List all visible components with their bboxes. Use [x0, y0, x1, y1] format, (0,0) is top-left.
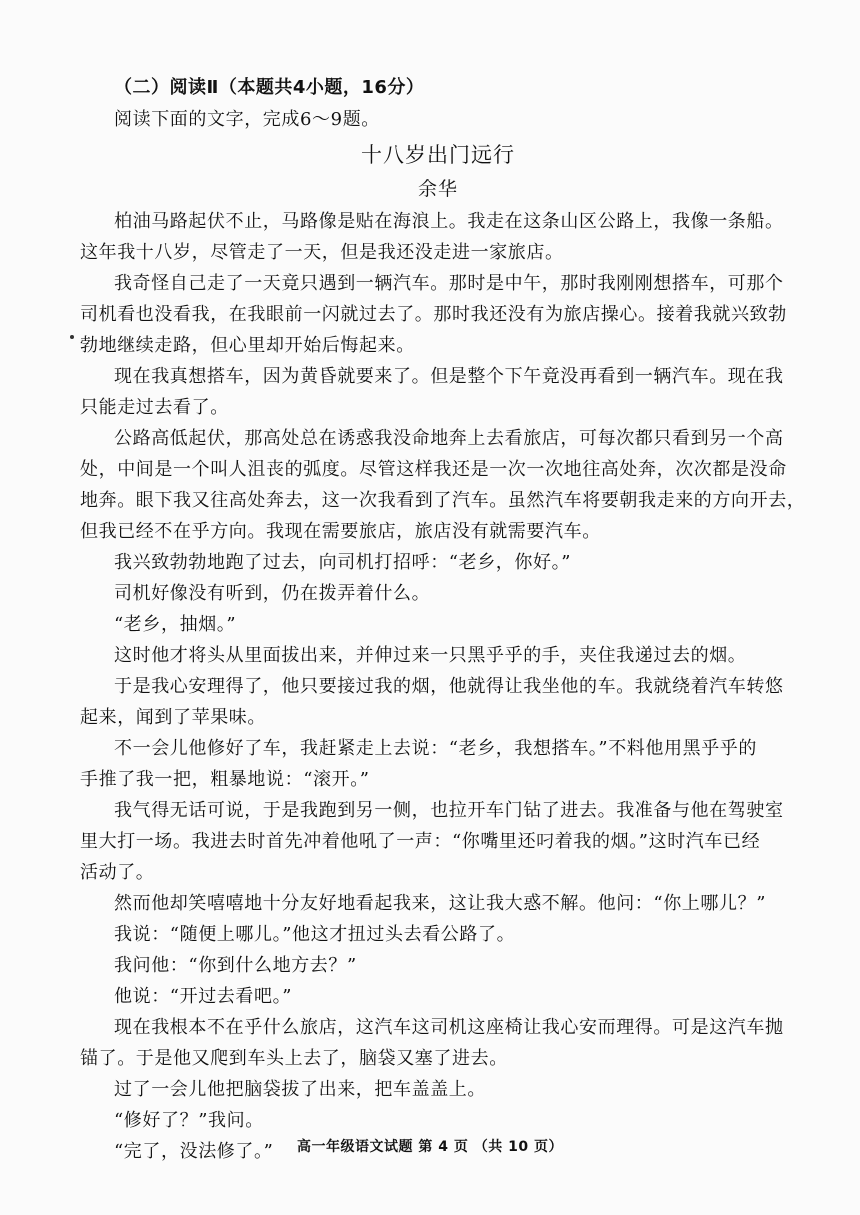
article-paragraph [80, 1012, 796, 1074]
paragraph-line: 他说：“开过去看吧。” [114, 986, 293, 1007]
paragraph-line: 勃地继续走路，但心里却开始后悔起来。 [80, 335, 415, 356]
reading-instruction: 阅读下面的文字，完成6～9题。 [114, 109, 380, 130]
article-paragraph [80, 361, 796, 423]
section-heading: （二）阅读Ⅱ（本题共4小题，16分） [114, 77, 425, 98]
paragraph-line: “修好了？”我问。 [114, 1110, 264, 1131]
page-footer: 高一年级语文试题 第 4 页 （共 10 页） [297, 1139, 563, 1155]
paragraph-line: 现在我根本不在乎什么旅店，这汽车这司机这座椅让我心安而理得。可是这汽车抛 [114, 1017, 784, 1038]
paragraph-line: 起来，闻到了苹果味。 [80, 707, 266, 728]
scan-speck [70, 335, 74, 339]
paragraph-line: 司机好像没有听到，仍在拨弄着什么。 [114, 583, 431, 604]
paragraph-line: 我气得无话可说，于是我跑到另一侧，也拉开车门钻了进去。我准备与他在驾驶室 [114, 800, 784, 821]
paragraph-line: 只能走过去看了。 [80, 397, 229, 418]
paragraph-line: 这时他才将头从里面拔出来，并伸过来一只黑乎乎的手，夹住我递过去的烟。 [114, 645, 747, 666]
paragraph-line: 活动了。 [80, 862, 155, 883]
paragraph-line: 里大打一场。我进去时首先冲着他吼了一声：“你嘴里还叼着我的烟。”这时汽车已经 [80, 831, 761, 852]
article-paragraph [80, 981, 796, 1012]
article-paragraph [80, 578, 796, 609]
paragraph-line: 公路高低起伏，那高处总在诱惑我没命地奔上去看旅店，可每次都只看到另一个高 [114, 428, 784, 449]
paragraph-line: 于是我心安理得了，他只要接过我的烟，他就得让我坐他的车。我就绕着汽车转悠 [114, 676, 784, 697]
paragraph-line: “完了，没法修了。” [114, 1141, 274, 1162]
paragraph-line: 我奇怪自己走了一天竟只遇到一辆汽车。那时是中午，那时我刚刚想搭车，可那个 [114, 273, 784, 294]
article-paragraph [80, 1074, 796, 1105]
paragraph-line: 过了一会儿他把脑袋拔了出来，把车盖盖上。 [114, 1079, 486, 1100]
article-title: 十八岁出门远行 [361, 143, 515, 167]
paragraph-line: 我问他：“你到什么地方去？” [114, 955, 357, 976]
paragraph-line: 柏油马路起伏不止，马路像是贴在海浪上。我走在这条山区公路上，我像一条船。 [114, 211, 784, 232]
article-paragraph [80, 919, 796, 950]
article-paragraph [80, 733, 796, 795]
paragraph-line: 不一会儿他修好了车，我赶紧走上去说：“老乡，我想搭车。”不料他用黑乎乎的 [114, 738, 758, 759]
paragraph-line: 锚了。于是他又爬到车头上去了，脑袋又塞了进去。 [80, 1048, 508, 1069]
article-paragraph [80, 206, 796, 268]
article-paragraph [80, 640, 796, 671]
article-paragraph [80, 268, 796, 361]
article-author: 余华 [417, 178, 458, 200]
paragraph-line: “老乡，抽烟。” [114, 614, 237, 635]
paragraph-line: 地奔。眼下我又往高处奔去，这一次我看到了汽车。虽然汽车将要朝我走来的方向开去， [80, 490, 806, 511]
article-paragraph [80, 547, 796, 578]
paragraph-line: 但我已经不在乎方向。我现在需要旅店，旅店没有就需要汽车。 [80, 521, 601, 542]
paragraph-line: 现在我真想搭车，因为黄昏就要来了。但是整个下午竟没再看到一辆汽车。现在我 [114, 366, 784, 387]
paragraph-line: 处，中间是一个叫人沮丧的弧度。尽管这样我还是一次一次地往高处奔，次次都是没命 [80, 459, 787, 480]
article-paragraph [80, 1105, 796, 1136]
article-paragraph [80, 795, 796, 888]
paragraph-line: 司机看也没看我，在我眼前一闪就过去了。那时我还没有为旅店操心。接着我就兴致勃 [80, 304, 787, 325]
paragraph-line: 然而他却笑嘻嘻地十分友好地看起我来，这让我大惑不解。他问：“你上哪儿？” [114, 893, 767, 914]
article-paragraph [80, 950, 796, 981]
paragraph-line: 手推了我一把，粗暴地说：“滚开。” [80, 769, 370, 790]
article-paragraph [80, 671, 796, 733]
article-paragraph [80, 423, 806, 547]
page-content [80, 72, 806, 1167]
article-body [80, 206, 806, 1167]
paragraph-line: 我兴致勃勃地跑了过去，向司机打招呼：“老乡，你好。” [114, 552, 572, 573]
paragraph-line: 这年我十八岁，尽管走了一天，但是我还没走进一家旅店。 [80, 242, 564, 263]
paragraph-line: 我说：“随便上哪儿。”他这才扭过头去看公路了。 [114, 924, 516, 945]
article-paragraph [80, 609, 796, 640]
article-paragraph [80, 888, 796, 919]
